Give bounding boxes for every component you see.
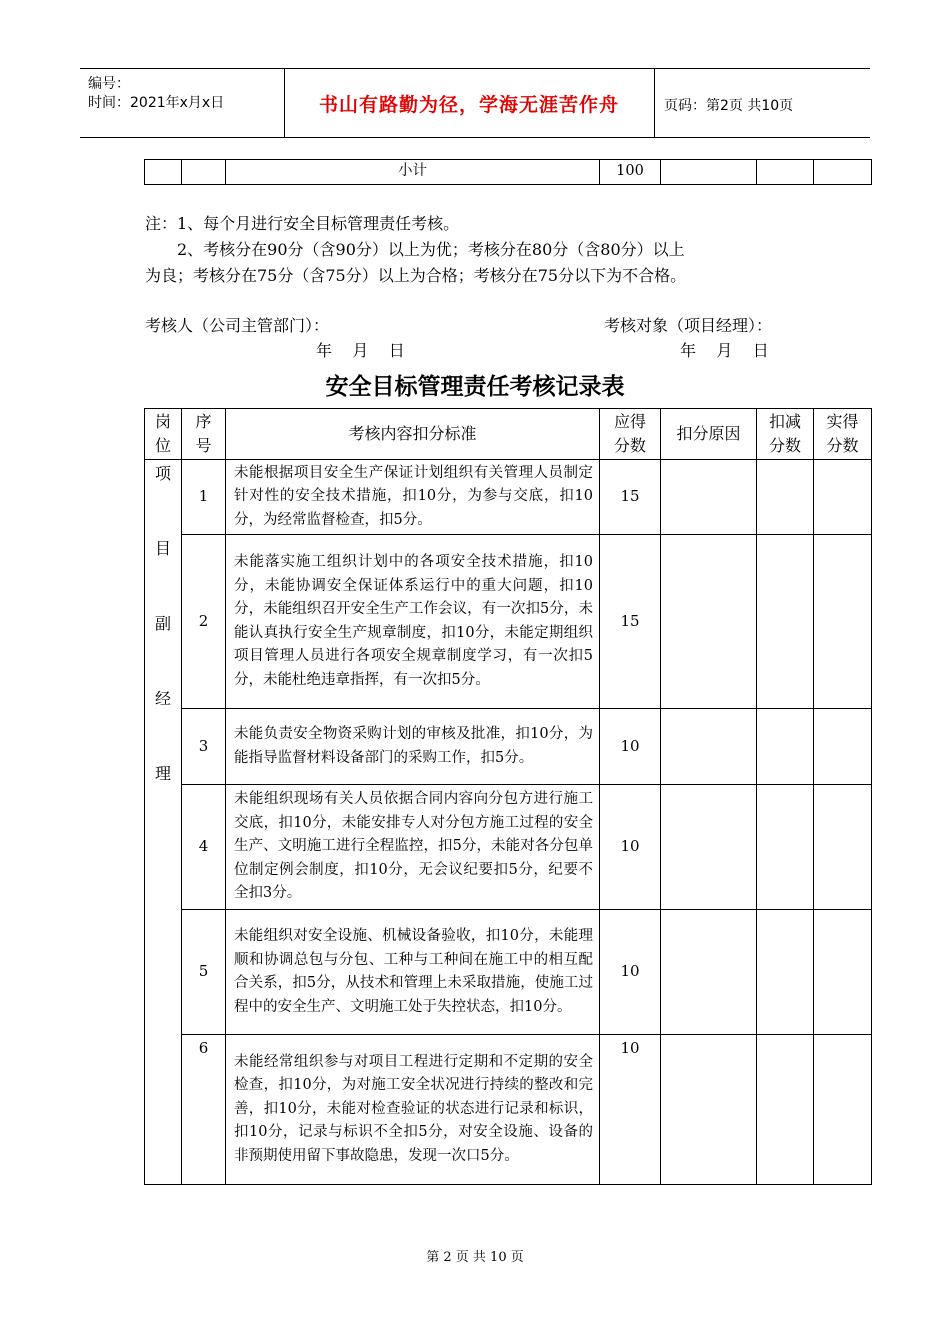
assessor-date: 年 月 日 [316,341,405,360]
row-reason [661,460,757,535]
row-actual [814,785,872,910]
header-deduct: 扣减分数 [757,409,814,460]
row-seq: 3 [182,709,226,785]
subtotal-label: 小计 [226,160,600,185]
row-reason [661,535,757,709]
header-actual: 实得分数 [814,409,872,460]
header-post: 岗位 [145,409,182,460]
header-seq: 序号 [182,409,226,460]
motto: 书山有路勤为径，学海无涯苦作舟 [284,69,655,137]
row-deduct [757,1035,814,1185]
row-content: 未能组织现场有关人员依据合同内容向分包方进行施工交底，扣10分，未能安排专人对分包方施工过程的安全生产、文明施工进行全程监控，扣5分，未能对各分包单位制定例会制度，扣10分，无会议纪要扣5分，纪要不全扣3分。 [226,785,600,910]
row-content: 未能组织对安全设施、机械设备验收，扣10分，未能理顺和协调总包与分包、工种与工种间在施工中的相互配合关系，扣5分，从技术和管理上未采取措施，使施工过程中的安全生产、文明施工处于失控状态，扣10分。 [226,910,600,1035]
row-actual [814,910,872,1035]
table-row [145,460,872,535]
row-content: 未能经常组织参与对项目工程进行定期和不定期的安全检查，扣10分，为对施工安全状况进行持续的整改和完善，扣10分，未能对检查验证的状态进行记录和标识，扣10分，记录与标识不全扣5分，对安全设施、设备的非预期使用留下事故隐患，发现一次口5分。 [226,1035,600,1185]
row-deduct [757,785,814,910]
row-reason [661,1035,757,1185]
subtotal-row [145,160,872,185]
post-char: 理 [154,764,171,783]
row-content: 未能根据项目安全生产保证计划组织有关管理人员制定针对性的安全技术措施，扣10分，为参与交底，扣10分，为经常监督检查，扣5分。 [226,460,600,535]
row-score: 15 [600,535,661,709]
subtotal-value: 100 [600,160,661,185]
row-actual [814,709,872,785]
row-actual [814,1035,872,1185]
row-reason [661,709,757,785]
cell [145,160,182,185]
cell [182,160,226,185]
header-content: 考核内容扣分标准 [226,409,600,460]
row-reason [661,910,757,1035]
row-actual [814,460,872,535]
row-deduct [757,460,814,535]
number-label: 编号： [88,76,130,92]
row-score: 10 [600,785,661,910]
row-content: 未能落实施工组织计划中的各项安全技术措施，扣10分，未能协调安全保证体系运行中的重大问题，扣10分，未能组织召开安全生产工作会议，有一次扣5分，未能认真执行安全生产规章制度，扣10分，未能定期组织项目管理人员进行各项安全规章制度学习，有一次扣5分，未能杜绝违章指挥，有一次扣5分。 [226,535,600,709]
row-seq: 6 [182,1035,226,1185]
assessee-date: 年 月 日 [680,341,769,360]
assessor-label: 考核人（公司主管部门）： [145,316,330,335]
document-header [80,68,870,138]
record-table-title: 安全目标管理责任考核记录表 [325,374,625,400]
subtotal-table [144,159,872,185]
post-char: 目 [154,539,171,558]
header-reason: 扣分原因 [661,409,757,460]
row-deduct [757,709,814,785]
row-actual [814,535,872,709]
row-score: 10 [600,1035,661,1185]
row-score: 10 [600,910,661,1035]
cell [661,160,757,185]
table-row [145,709,872,785]
post-char: 项 [154,464,171,483]
header-meta [80,69,285,137]
assessment-table [144,408,872,1185]
row-reason [661,785,757,910]
row-seq: 2 [182,535,226,709]
row-score: 10 [600,709,661,785]
assessee-label: 考核对象（项目经理）： [604,316,773,335]
page-footer: 第 2 页 共 10 页 [426,1250,524,1265]
time-label: 时间：2021年x月x日 [88,95,225,111]
note-line-3: 为良；考核分在75分（含75分）以上为合格；考核分在75分以下为不合格。 [145,266,687,285]
table-row [145,535,872,709]
row-score: 15 [600,460,661,535]
post-cell [145,460,182,1185]
post-char: 副 [154,614,171,633]
row-seq: 1 [182,460,226,535]
note-line-2: 2、考核分在90分（含90分）以上为优；考核分在80分（含80分）以上 [177,240,685,259]
row-content: 未能负责安全物资采购计划的审核及批准，扣10分，为能指导监督材料设备部门的采购工作，扣5分。 [226,709,600,785]
cell [814,160,872,185]
header-score: 应得分数 [600,409,661,460]
table-header-row [145,409,872,460]
post-char: 经 [154,689,171,708]
cell [757,160,814,185]
row-seq: 5 [182,910,226,1035]
table-row [145,910,872,1035]
table-row [145,785,872,910]
row-seq: 4 [182,785,226,910]
page-info: 页码：第2页 共10页 [664,98,794,114]
note-line-1: 注：1、每个月进行安全目标管理责任考核。 [145,214,460,233]
table-row [145,1035,872,1185]
row-deduct [757,535,814,709]
row-deduct [757,910,814,1035]
